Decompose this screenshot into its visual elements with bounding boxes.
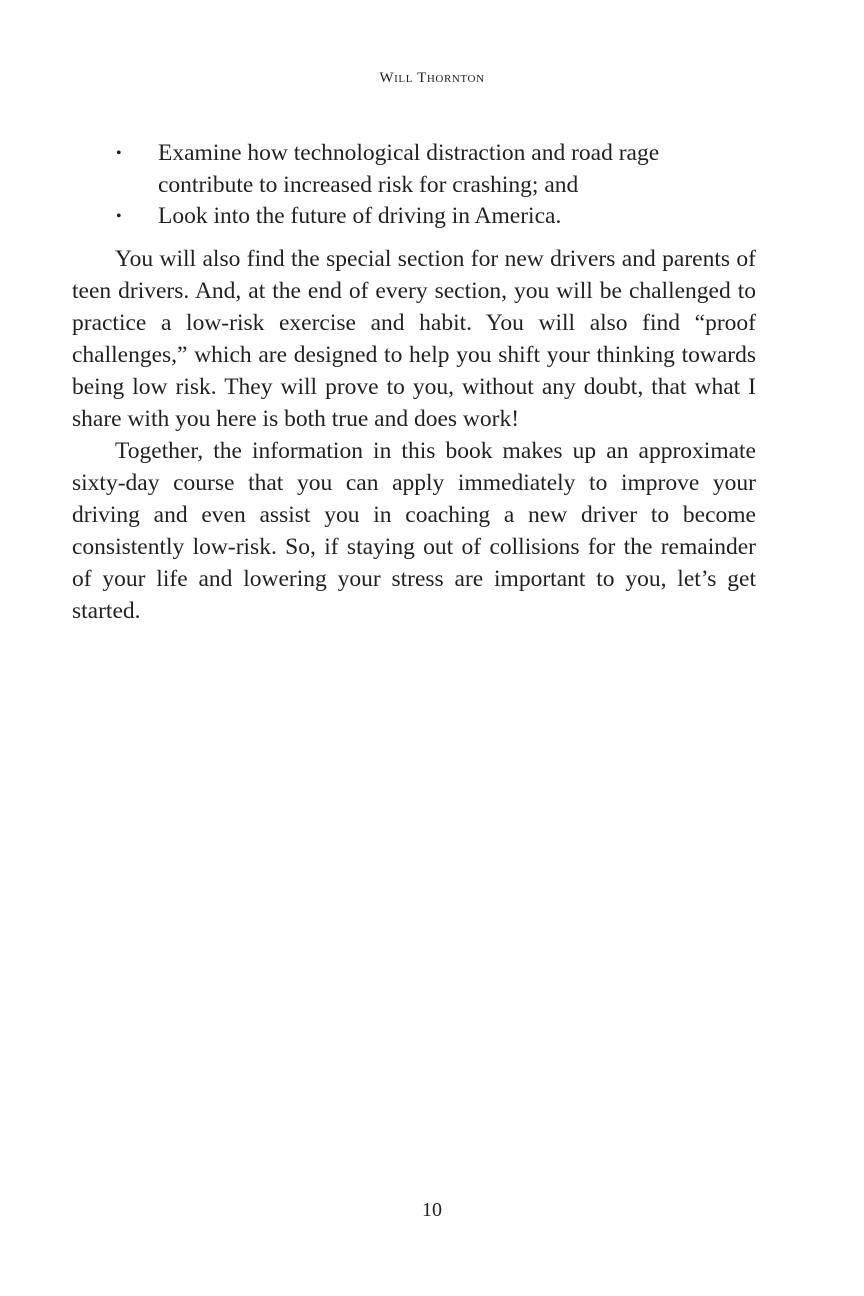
bullet-item [72, 138, 756, 201]
bullet-text: Look into the future of driving in America. [158, 203, 562, 229]
paragraph: You will also find the special section for new drivers and parents of teen drivers. And, at the end of every section, you will be challenged to practice a low-risk exercise and habit. You will also find “proof challenges,” which are designed to help you shift your thinking towards being low risk. They will prove to you, without any doubt, that what I share with you here is both true and does work! [72, 246, 756, 432]
body-text [72, 243, 756, 627]
bullet-item [72, 201, 756, 233]
page-number: 10 [422, 1199, 442, 1221]
running-head: Will Thornton [379, 70, 485, 86]
bullet-mark: • [116, 208, 122, 225]
bullet-text: Examine how technological distraction and road rage contribute to increased risk for crashing; and [158, 140, 660, 198]
paragraph: Together, the information in this book makes up an approximate sixty-day course that you can apply immediately to improve your driving and even assist you in coaching a new driver to become consistently low-risk. So, if staying out of collisions for the remainder of your life and lowering your stress are important to you, let’s get started. [72, 438, 756, 624]
bullet-list [72, 138, 756, 233]
bullet-mark: • [116, 145, 122, 162]
